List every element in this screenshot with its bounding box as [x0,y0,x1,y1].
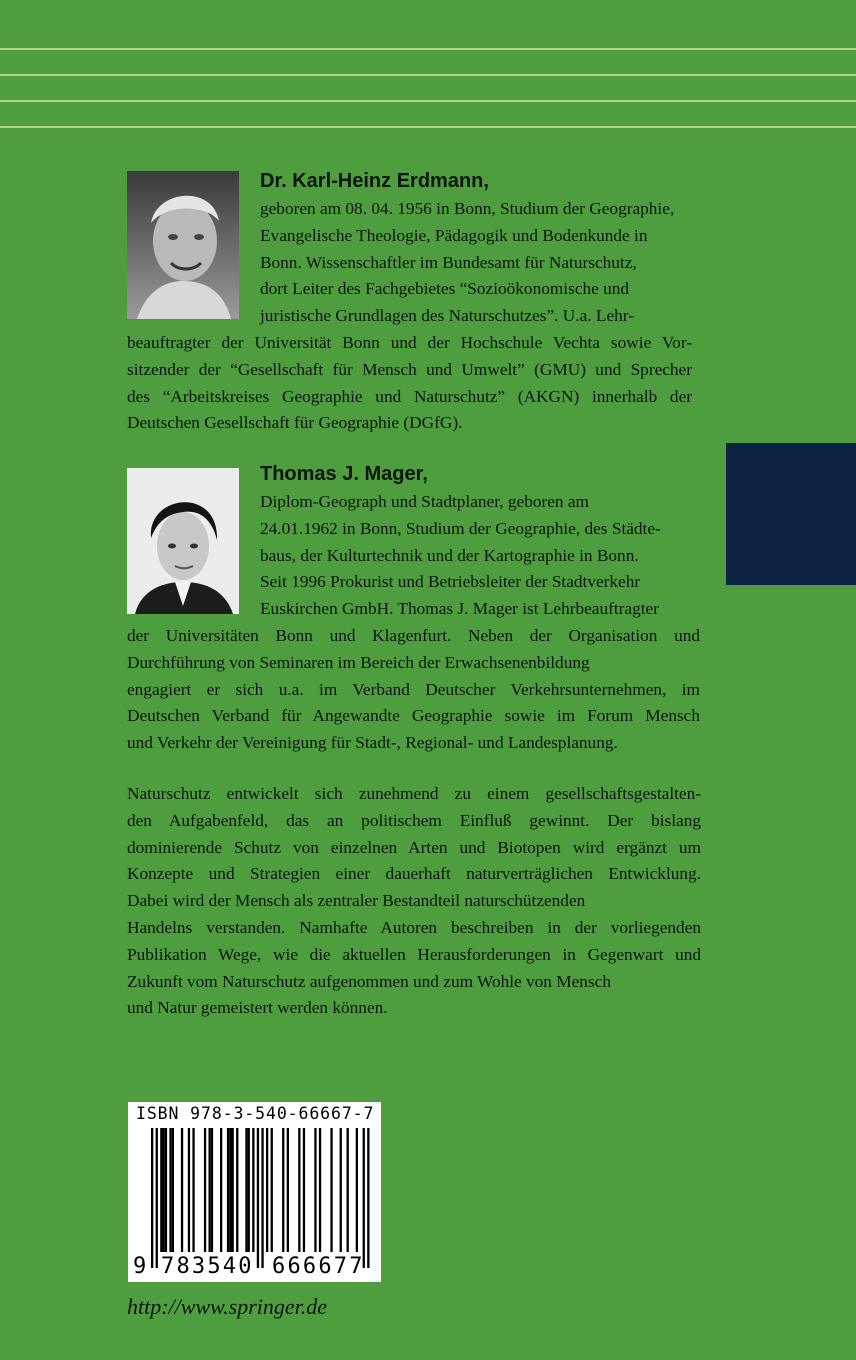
bio-line: Evangelische Theologie, Pädagogik und Bodenkunde in [260,225,648,245]
barcode-bar [232,1128,234,1252]
barcode-bar [160,1128,162,1252]
barcode-bar [229,1128,231,1252]
bio-line: baus, der Kulturtechnik und der Kartographie in Bonn. [260,545,639,565]
bio-line: Bonn. Wissenschaftler im Bundesamt für Naturschutz, [260,252,637,272]
barcode-bar [156,1128,158,1268]
blurb-line: den Aufgabenfeld, das an politischem Einfluß gewinnt. Der bislang [127,810,701,830]
barcode-bar [257,1128,259,1268]
author-1-name: Dr. Karl-Heinz Erdmann, [260,170,489,192]
bio-line: Deutschen Verband für Angewandte Geographie sowie im Forum Mensch [127,706,700,726]
rule-line-2 [0,74,856,76]
barcode-bar [298,1128,300,1252]
navy-spine-tab [726,443,856,585]
bio-line: und Verkehr der Vereinigung für Stadt-, Regional- und Landesplanung. [127,733,618,753]
barcode-bar [282,1128,284,1252]
isbn-barcode-box [128,1102,381,1282]
blurb-line: und Natur gemeistert werden können. [127,998,388,1018]
bio-line: sitzender der “Gesellschaft für Mensch und Umwelt” (GMU) und Sprecher [127,359,692,379]
barcode-bar [271,1128,273,1252]
bio-line: Diplom-Geograph und Stadtplaner, geboren am [260,492,590,511]
blurb-line: dominierende Schutz von einzelnen Arten und Biotopen wird ergänzt um [127,837,701,857]
blurb-line: Publikation Wege, wie die aktuellen Herausforderungen in Gegenwart und [127,944,701,964]
barcode-bar [245,1128,247,1252]
barcode-bar [151,1128,153,1268]
barcode-bar [227,1128,229,1252]
bio-line: beauftragter der Universität Bonn und der Hochschule Vechta sowie Vor- [127,332,692,352]
barcode-bar [169,1128,171,1252]
book-blurb [127,781,701,1022]
barcode-bar [356,1128,358,1252]
bio-line: der Universitäten Bonn und Klagenfurt. Neben der Organisation und [127,625,700,645]
blurb-line: Konzepte und Strategien einer dauerhaft naturverträglichen Entwicklung. [127,864,701,884]
bio-line: dort Leiter des Fachgebietes “Sozioökonomische und [260,279,630,299]
ean-right-digits: 666677 [272,1254,365,1279]
author-2-name: Thomas J. Mager, [260,463,428,485]
barcode-bar [319,1128,321,1252]
barcode-bar [347,1128,349,1252]
author-2-bio [127,489,700,757]
barcode-bar [340,1128,342,1252]
barcode-bar [367,1128,369,1268]
barcode-bar [330,1128,332,1252]
bio-line: juristische Grundlagen des Naturschutzes”. U.a. Lehr- [260,306,634,326]
barcode-bar [248,1128,250,1252]
barcode-bar [163,1128,165,1252]
barcode-bar [211,1128,213,1252]
barcode-bar [192,1128,194,1252]
barcode-bar [261,1128,263,1268]
blurb-line: Handelns verstanden. Namhafte Autoren beschreiben in der vorliegenden [127,917,701,937]
barcode-bar [303,1128,305,1252]
rule-line-1 [0,48,856,50]
rule-line-3 [0,100,856,102]
barcode-bar [252,1128,254,1252]
bio-line: Seit 1996 Prokurist und Betriebsleiter der Stadtverkehr [260,572,641,592]
barcode-bar [287,1128,289,1252]
barcode-bar [236,1128,238,1252]
barcode-bar [363,1128,365,1268]
author-1-bio [127,196,692,437]
barcode-bar [188,1128,190,1252]
barcode-bar [204,1128,206,1252]
barcode-bar [209,1128,211,1252]
barcode-bar [181,1128,183,1252]
barcode-bar [220,1128,222,1252]
bio-line: Euskirchen GmbH. Thomas J. Mager ist Lehrbeauftragter [260,599,659,619]
ean-first-digit: 9 [133,1254,147,1279]
bio-line: Deutschen Gesellschaft für Geographie (DGfG). [127,413,463,433]
bio-line: des “Arbeitskreises Geographie und Naturschutz” (AKGN) innerhalb der [127,386,692,406]
barcode-bar [314,1128,316,1252]
barcode-bar [165,1128,167,1252]
bio-line: Durchführung von Seminaren im Bereich der Erwachsenenbildung [127,652,590,672]
publisher-url[interactable]: http://www.springer.de [127,1294,328,1319]
barcode-bar [172,1128,174,1252]
isbn-label: ISBN 978-3-540-66667-7 [136,1104,375,1123]
ean-left-digits: 783540 [161,1254,254,1279]
blurb-line: Dabei wird der Mensch als zentraler Bestandteil naturschützenden [127,891,586,911]
barcode-bar [266,1128,268,1252]
bio-line: engagiert er sich u.a. im Verband Deutscher Verkehrsunternehmen, im [127,679,700,699]
rule-line-4 [0,126,856,128]
bio-line: geboren am 08. 04. 1956 in Bonn, Studium der Geographie, [260,199,675,218]
bio-line: 24.01.1962 in Bonn, Studium der Geographie, des Städte- [260,518,661,538]
blurb-line: Zukunft vom Naturschutz aufgenommen und zum Wohle von Mensch [127,971,611,991]
blurb-line: Naturschutz entwickelt sich zunehmend zu einem gesellschaftsgestalten- [127,784,701,803]
